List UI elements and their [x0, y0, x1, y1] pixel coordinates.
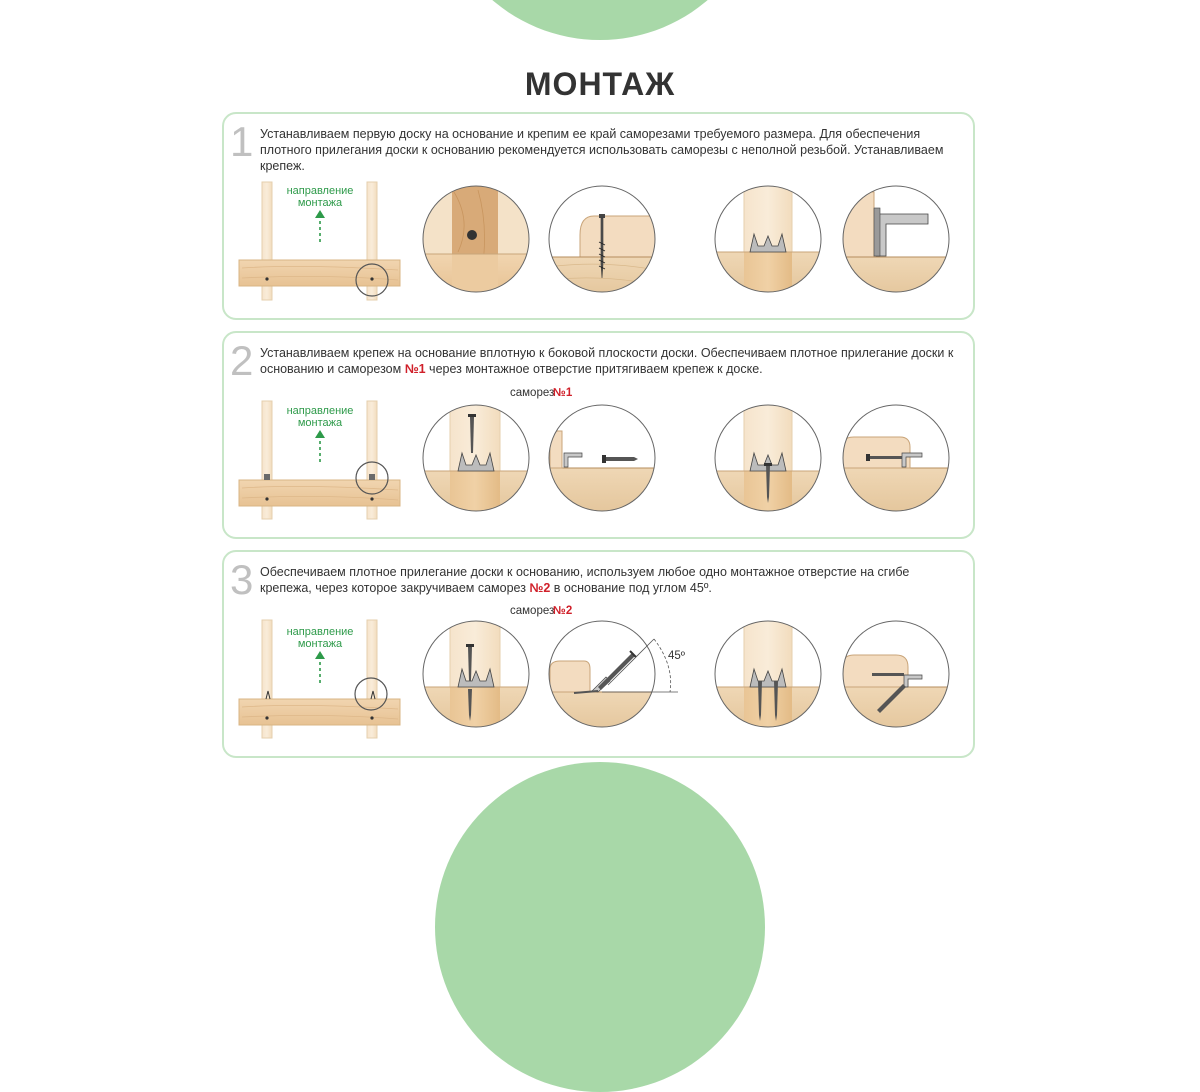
step-2-screw-ref: №1 — [404, 362, 426, 376]
direction-label-3a: направление — [286, 626, 354, 638]
page-title: МОНТАЖ — [524, 66, 676, 102]
direction-label-1a: направление — [286, 185, 354, 197]
step-1-illustration — [224, 114, 977, 322]
direction-label-2a: направление — [286, 405, 354, 417]
step-3-callout-ref: №2 — [553, 605, 573, 617]
step-1-number: 1 — [230, 118, 254, 165]
step-2-callout-prefix: саморез — [510, 387, 555, 399]
step-3-illustration — [224, 552, 977, 760]
step-2-callout-ref: №1 — [553, 387, 573, 399]
step-2-top-view — [239, 401, 400, 519]
step-3-text-a: Обеспечиваем плотное прилегание доски к основанию, используем любое одно монтажное отверстие на сгибе крепежа, через которое закручиваем саморез — [260, 565, 910, 595]
step-2-text-a: Устанавливаем крепеж на основание вплотную к боковой плоскости доски. Обеспечиваем плотное прилегание доски к основанию и саморезом — [260, 346, 954, 376]
step-3-top-view — [239, 620, 400, 738]
step-1-top-view — [239, 182, 400, 300]
step-2-panel — [222, 331, 975, 539]
direction-label-2b: монтажа — [297, 417, 343, 429]
step-3-text-b: в основание под углом 45º. — [550, 581, 712, 595]
step-2-number: 2 — [230, 337, 254, 384]
direction-label-1b: монтажа — [297, 197, 343, 209]
step-2-illustration — [224, 333, 977, 541]
top-decor-circle — [435, 0, 765, 40]
step-1-panel — [222, 112, 975, 320]
step-1-text: Устанавливаем первую доску на основание и крепим ее край саморезами требуемого размера. Для обеспечения плотного прилегания доски к основанию рекомендуется использовать саморезы с неполной резьбой. Устанавливаем крепеж. — [260, 127, 944, 173]
step-3-callout-prefix: саморез — [510, 605, 555, 617]
step-3-panel — [222, 550, 975, 758]
step-2-text-b: через монтажное отверстие притягиваем крепеж к доске. — [425, 362, 763, 376]
step-3-screw-ref: №2 — [529, 581, 551, 595]
bottom-decor-circle — [435, 762, 765, 1092]
step-3-number: 3 — [230, 556, 254, 603]
direction-label-3b: монтажа — [297, 638, 343, 650]
angle-label: 45º — [668, 650, 685, 662]
